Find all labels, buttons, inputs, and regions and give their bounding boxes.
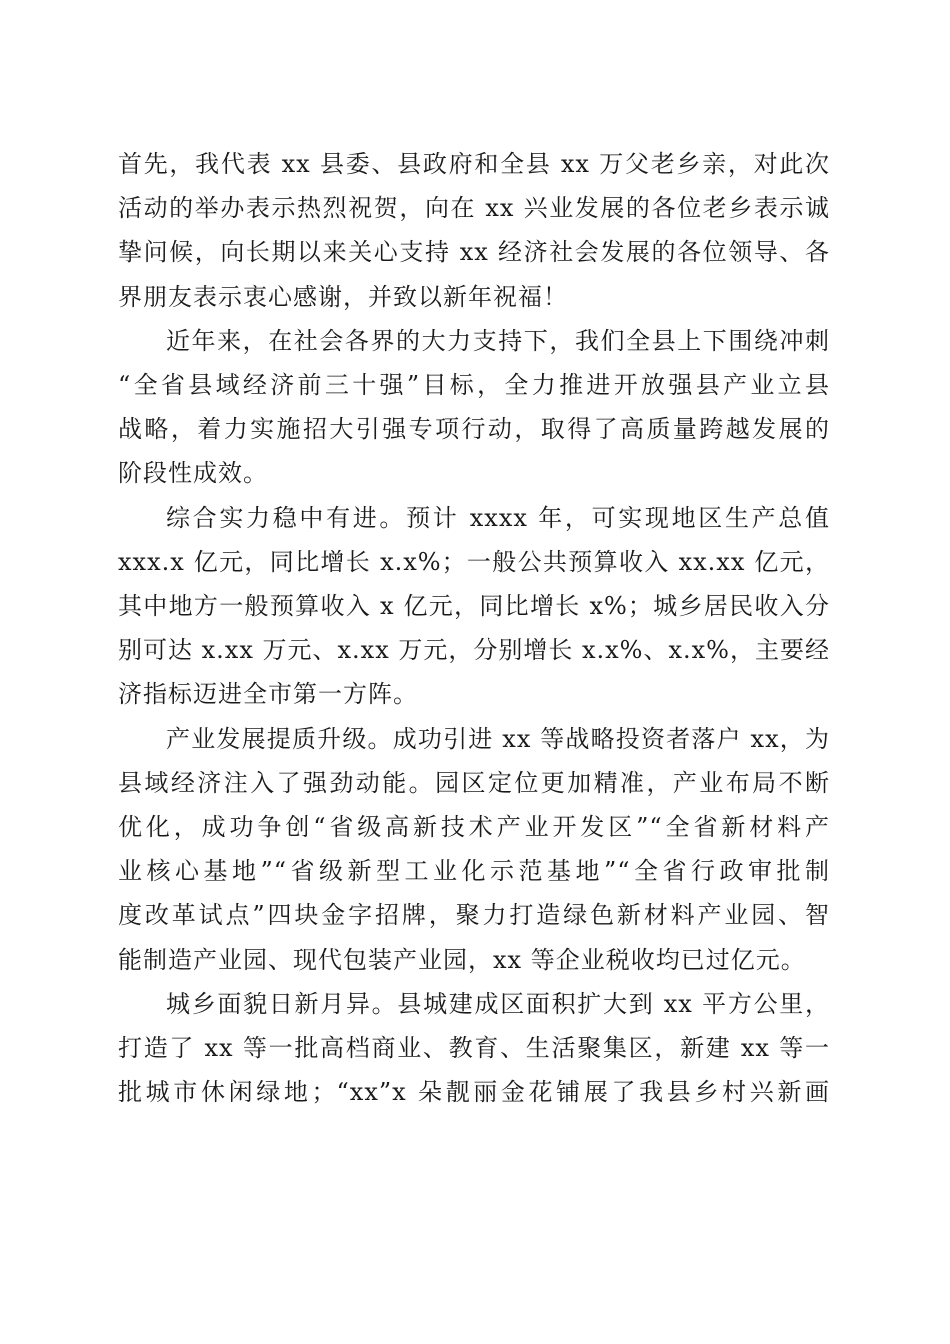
document-body: [118, 142, 830, 1114]
text-line: “全省县域经济前三十强”目标，全力推进开放强县产业立县: [118, 371, 830, 400]
text-line: 批城市休闲绿地；“xx”x 朵靓丽金花铺展了我县乡村兴新画: [118, 1078, 830, 1107]
text-line: 能制造产业园、现代包装产业园，xx 等企业税收均已过亿元。: [118, 945, 806, 974]
text-line: xxx.x 亿元，同比增长 x.x%；一般公共预算收入 xx.xx 亿元，: [118, 547, 830, 576]
text-line: 济指标迈进全市第一方阵。: [118, 680, 418, 709]
text-line: 城乡面貌日新月异。县城建成区面积扩大到 xx 平方公里，: [166, 989, 830, 1018]
document-page: [118, 142, 830, 1114]
text-line: 挚问候，向长期以来关心支持 xx 经济社会发展的各位领导、各: [118, 238, 830, 267]
text-line: 优化，成功争创“省级高新技术产业开发区”“全省新材料产: [118, 813, 830, 842]
paragraph: [118, 496, 830, 717]
text-line: 界朋友表示衷心感谢，并致以新年祝福！: [118, 282, 568, 311]
paragraph: [118, 982, 830, 1115]
text-line: 打造了 xx 等一批高档商业、教育、生活聚集区，新建 xx 等一: [118, 1034, 830, 1063]
text-line: 产业发展提质升级。成功引进 xx 等战略投资者落户 xx，为: [166, 724, 830, 753]
text-line: 县域经济注入了强劲动能。园区定位更加精准，产业布局不断: [118, 768, 830, 797]
paragraph: [118, 717, 830, 982]
text-line: 近年来，在社会各界的大力支持下，我们全县上下围绕冲刺: [166, 326, 830, 355]
text-line: 综合实力稳中有进。预计 xxxx 年，可实现地区生产总值: [166, 503, 830, 532]
text-line: 阶段性成效。: [118, 459, 268, 488]
text-line: 度改革试点”四块金字招牌，聚力打造绿色新材料产业园、智: [118, 901, 830, 930]
text-line: 活动的举办表示热烈祝贺，向在 xx 兴业发展的各位老乡表示诚: [118, 194, 830, 223]
text-line: 别可达 x.xx 万元、x.xx 万元，分别增长 x.x%、x.x%，主要经: [118, 636, 830, 665]
text-line: 业核心基地”“省级新型工业化示范基地”“全省行政审批制: [118, 857, 830, 886]
paragraph: [118, 142, 830, 319]
text-line: 其中地方一般预算收入 x 亿元，同比增长 x%；城乡居民收入分: [118, 592, 830, 621]
paragraph: [118, 319, 830, 496]
text-line: 战略，着力实施招大引强专项行动，取得了高质量跨越发展的: [118, 415, 830, 444]
text-line: 首先，我代表 xx 县委、县政府和全县 xx 万父老乡亲，对此次: [118, 150, 830, 178]
